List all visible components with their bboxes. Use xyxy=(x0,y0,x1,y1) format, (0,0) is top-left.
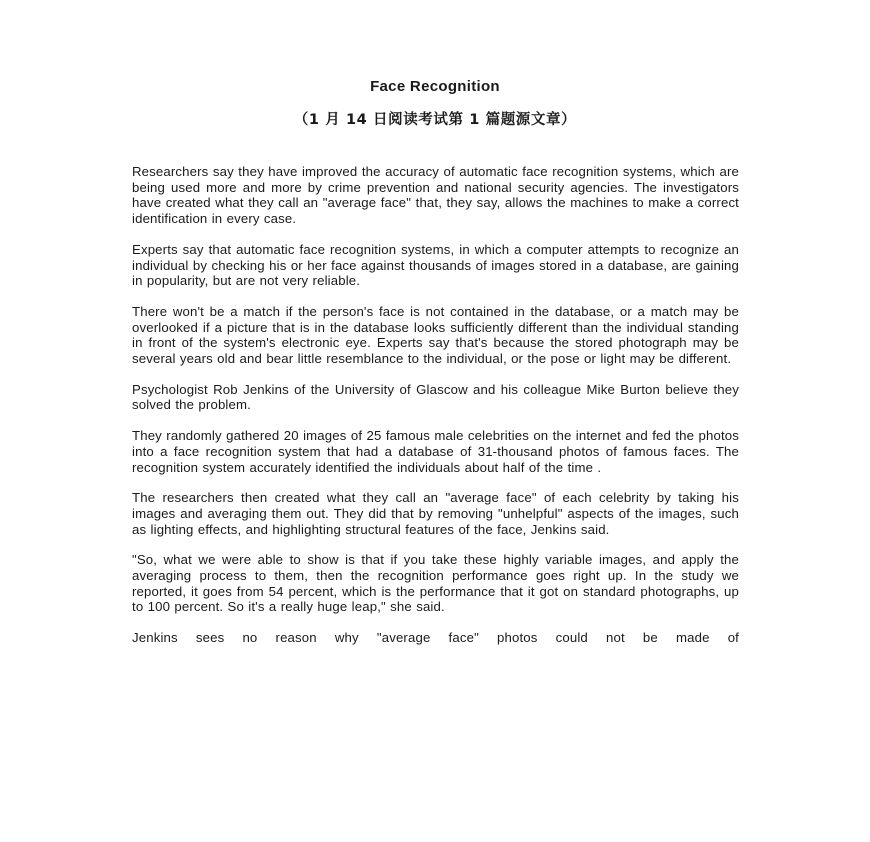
paragraph: They randomly gathered 20 images of 25 famous male celebrities on the internet and fed the photos into a face recognition system that had a database of 31-thousand photos of famous faces. The recognition system accurately identified the individuals about half of the time . xyxy=(132,428,739,475)
paragraph: Experts say that automatic face recognition systems, in which a computer attempts to recognize an individual by checking his or her face against thousands of images stored in a database, are gaining in popularity, but are not very reliable. xyxy=(132,241,739,289)
paragraph: Psychologist Rob Jenkins of the University of Glascow and his colleague Mike Burton believe they solved the problem. xyxy=(132,381,739,413)
paragraph: The researchers then created what they call an "average face" of each celebrity by taking his images and averaging them out. They did that by removing "unhelpful" aspects of the images, such as lighting effects, and highlighting structural features of the face, Jenkins said. xyxy=(132,490,739,537)
paragraph: "So, what we were able to show is that if you take these highly variable images, and apply the averaging process to them, then the recognition performance goes right up. In the study we reported, it goes from 54 percent, which is the performance that it got on standard photographs, up to 100 percent. So it's a really huge leap," she said. xyxy=(132,552,739,615)
paragraph: There won't be a match if the person's face is not contained in the database, or a match may be overlooked if a picture that is in the database looks sufficiently different than the individual standing in front of the system's electronic eye. Experts say that's because the stored photograph may be several years old and bear little resemblance to the individual, or the pose or light may be different. xyxy=(132,303,739,367)
paragraph: Jenkins sees no reason why "average face" photos could not be made of xyxy=(132,630,739,646)
document-title: Face Recognition xyxy=(370,78,500,95)
document-body xyxy=(132,164,739,661)
paragraph: Researchers say they have improved the accuracy of automatic face recognition systems, which are being used more and more by crime prevention and national security agencies. The investigators have created what they call an "average face" that, they say, allows the machines to make a correct identification in every case. xyxy=(132,164,739,227)
document-subtitle: （1 月 14 日阅读考试第 1 篇题源文章） xyxy=(293,112,577,128)
